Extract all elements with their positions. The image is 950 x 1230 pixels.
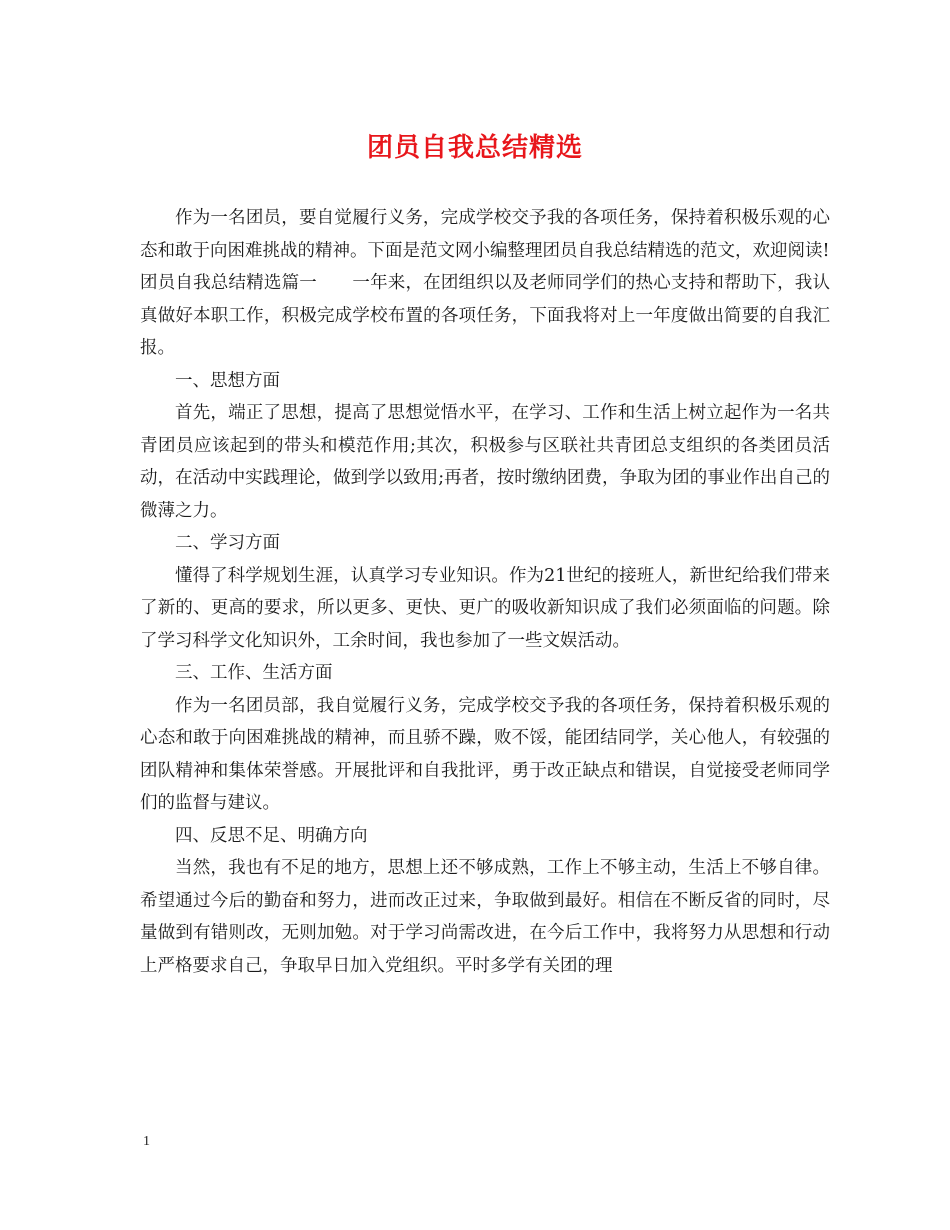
document-body	[140, 202, 830, 982]
work-life-paragraph: 作为一名团员部，我自觉履行义务，完成学校交予我的各项任务，保持着积极乐观的心态和敢于向困难挑战的精神，而且骄不躁，败不馁，能团结同学，关心他人，有较强的团队精神和集体荣誉感。开展批评和自我批评，勇于改正缺点和错误，自觉接受老师同学们的监督与建议。	[140, 695, 830, 813]
heading-work-life: 三、工作、生活方面	[175, 663, 333, 683]
heading-thought: 一、思想方面	[175, 370, 280, 391]
heading-reflection: 四、反思不足、明确方向	[175, 825, 368, 846]
document-title: 团员自我总结精选	[366, 133, 583, 163]
page-number: 1	[143, 1134, 150, 1149]
heading-study: 二、学习方面	[175, 533, 280, 553]
study-paragraph: 懂得了科学规划生涯，认真学习专业知识。作为21世纪的接班人，新世纪给我们带来了新的、更高的要求，所以更多、更快、更广的吸收新知识成了我们必须面临的问题。除了学习科学文化知识外，工余时间，我也参加了一些文娱活动。	[140, 565, 830, 651]
reflection-paragraph: 当然，我也有不足的地方，思想上还不够成熟，工作上不够主动，生活上不够自律。希望通过今后的勤奋和努力，进而改正过来，争取做到最好。相信在不断反省的同时，尽量做到有错则改，无则加勉。对于学习尚需改进，在今后工作中，我将努力从思想和行动上严格要求自己，争取早日加入党组织。平时多学有关团的理	[140, 858, 830, 976]
thought-paragraph: 首先，端正了思想，提高了思想觉悟水平，在学习、工作和生活上树立起作为一名共青团员应该起到的带头和模范作用;其次，积极参与区联社共青团总支组织的各类团员活动，在活动中实践理论，做到学以致用;再者，按时缴纳团费，争取为团的事业作出自己的微薄之力。	[140, 403, 830, 521]
intro-paragraph: 作为一名团员，要自觉履行义务，完成学校交予我的各项任务，保持着积极乐观的心态和敢于向困难挑战的精神。下面是范文网小编整理团员自我总结精选的范文，欢迎阅读!	[140, 208, 830, 261]
section-one-intro-paragraph: 团员自我总结精选篇一 一年来，在团组织以及老师同学们的热心支持和帮助下，我认真做好本职工作，积极完成学校布置的各项任务，下面我将对上一年度做出简要的自我汇报。	[140, 273, 830, 358]
